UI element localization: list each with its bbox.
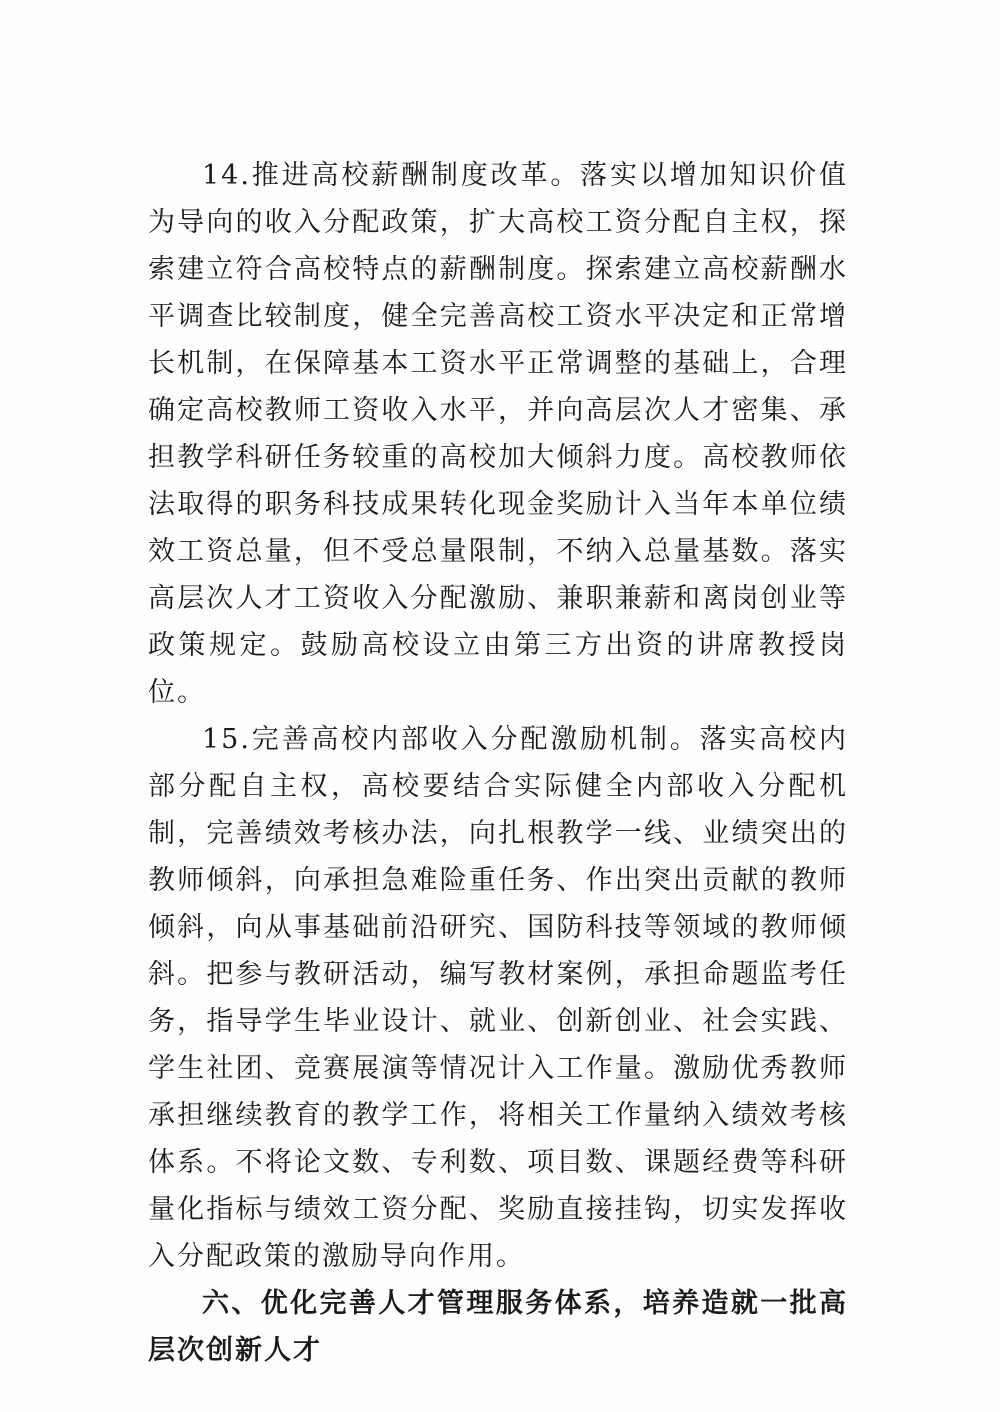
paragraph-14: 14.推进高校薪酬制度改革。落实以增加知识价值为导向的收入分配政策，扩大高校工资分配自主权，探索建立符合高校特点的薪酬制度。探索建立高校薪酬水平调查比较制度，健全完善高校工资水平决定和正常增长机制，在保障基本工资水平正常调整的基础上，合理确定高校教师工资收入水平，并向高层次人才密集、承担教学科研任务较重的高校加大倾斜力度。高校教师依法取得的职务科技成果转化现金奖励计入当年本单位绩效工资总量，但不受总量限制，不纳入总量基数。落实高层次人才工资收入分配激励、兼职兼薪和离岗创业等政策规定。鼓励高校设立由第三方出资的讲席教授岗位。: [148, 160, 848, 708]
paragraph-15: 15.完善高校内部收入分配激励机制。落实高校内部分配自主权，高校要结合实际健全内部收入分配机制，完善绩效考核办法，向扎根教学一线、业绩突出的教师倾斜，向承担急难险重任务、作出突出贡献的教师倾斜，向从事基础前沿研究、国防科技等领域的教师倾斜。把参与教研活动，编写教材案例，承担命题监考任务，指导学生毕业设计、就业、创新创业、社会实践、学生社团、竞赛展演等情况计入工作量。激励优秀教师承担继续教育的教学工作，将相关工作量纳入绩效考核体系。不将论文数、专利数、项目数、课题经费等科研量化指标与绩效工资分配、奖励直接挂钩，切实发挥收入分配政策的激励导向作用。: [148, 724, 848, 1272]
document-body: [148, 152, 848, 1374]
section-heading: 六、优化完善人才管理服务体系，培养造就一批高层次创新人才: [148, 1288, 848, 1366]
